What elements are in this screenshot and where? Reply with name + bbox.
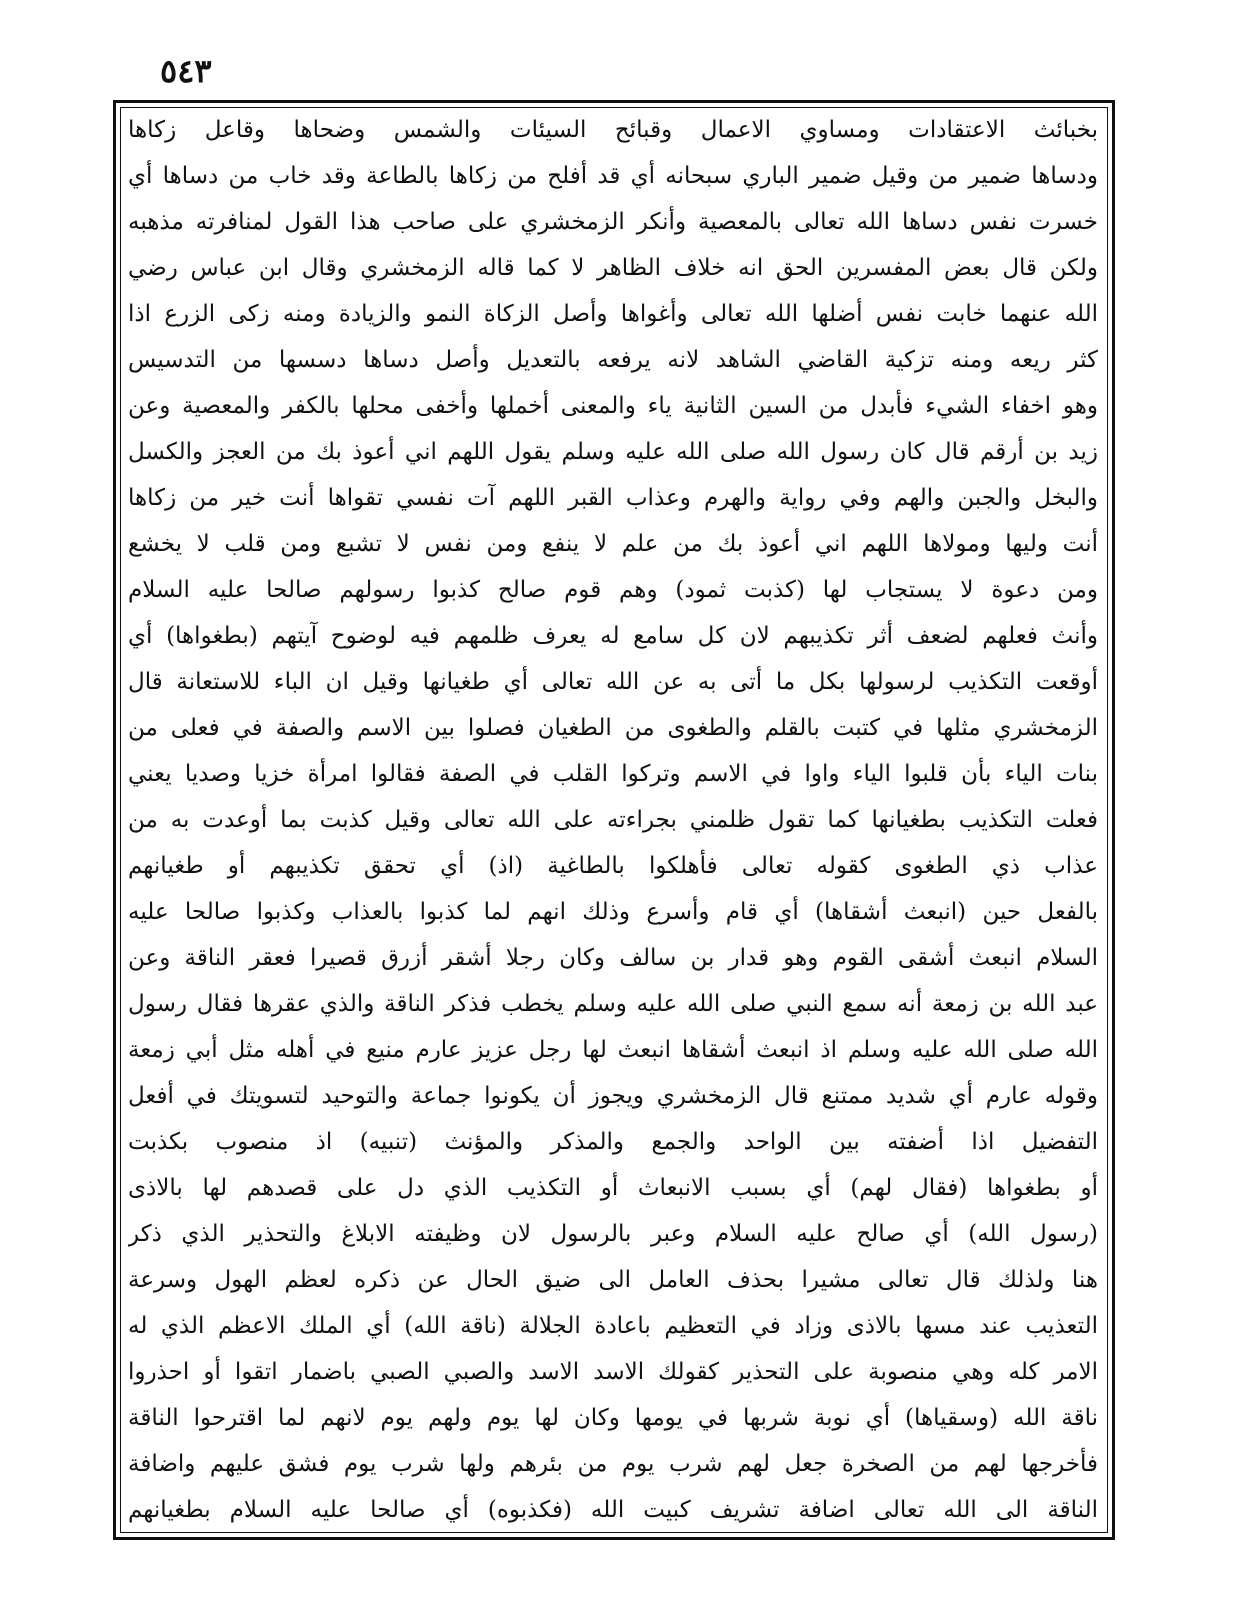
text-line-18: بالفعل حين (انبعث أشقاها) أي قام وأسرع وذلك انهم لما كذبوا بالعذاب وكذبوا صالحا عليه <box>128 899 1098 925</box>
text-line-7: وهو اخفاء الشيء فأبدل من السين الثانية ياء والمعنى أخملها وأخفى محلها بالكفر والمعصية وعن <box>128 393 1098 419</box>
text-line-25: (رسول الله) أي صالح عليه السلام وعبر بالرسول لان وظيفته الابلاغ والتحذير الذي ذكر <box>128 1221 1098 1247</box>
text-line-26: هنا ولذلك قال تعالى مشيرا بحذف العامل الى ضيق الحال عن ذكره لعظم الهول وسرعة <box>128 1267 1098 1293</box>
text-frame <box>113 100 1115 1540</box>
text-line-16: فعلت التكذيب بطغيانها كما تقول ظلمني بجراءته على الله تعالى وقيل كذبت بما أوعدت به من <box>128 807 1098 833</box>
page-number: ٥٤٣ <box>160 52 212 90</box>
text-line-9: والبخل والجبن والهم وفي رواية والهرم وعذاب القبر اللهم آت نفسي تقواها أنت خير من زكاها <box>128 485 1098 511</box>
text-line-23: التفضيل اذا أضفته بين الواحد والجمع والمذكر والمؤنث (تنبيه) اذ منصوب بكذبت <box>128 1129 1098 1155</box>
text-line-24: أو بطغواها (فقال لهم) أي بسبب الانبعاث أو التكذيب الذي دل على قصدهم لها بالاذى <box>128 1175 1098 1201</box>
text-line-12: وأنث فعلهم لضعف أثر تكذيبهم لان كل سامع له يعرف ظلمهم فيه لوضوح آيتهم (بطغواها) أي <box>128 623 1098 649</box>
text-line-5: الله عنهما خابت نفس أضلها الله تعالى وأغواها وأصل الزكاة النمو والزيادة ومنه زكى الزرع اذا <box>128 301 1098 327</box>
text-line-20: عبد الله بن زمعة أنه سمع النبي صلى الله عليه وسلم يخطب فذكر الناقة والذي عقرها فقال رسول <box>128 991 1098 1017</box>
text-body <box>128 113 1098 1527</box>
text-line-6: كثر ريعه ومنه تزكية القاضي الشاهد لانه يرفعه بالتعديل وأصل دساها دسسها من التدسيس <box>128 347 1098 373</box>
text-line-22: وقوله عارم أي شديد ممتنع قال الزمخشري ويجوز أن يكونوا جماعة والتوحيد لتسويتك في أفعل <box>128 1083 1098 1109</box>
text-line-30: فأخرجها لهم من الصخرة جعل لهم شرب يوم من بئرهم ولها شرب يوم فشق عليهم واضافة <box>128 1451 1098 1477</box>
text-line-10: أنت وليها ومولاها اللهم اني أعوذ بك من علم لا ينفع ومن نفس لا تشبع ومن قلب لا يخشع <box>128 531 1098 557</box>
text-line-15: بنات الياء بأن قلبوا الياء واوا في الاسم وتركوا القلب في الصفة فقالوا امرأة خزيا وصديا يعني <box>128 761 1098 787</box>
text-line-13: أوقعت التكذيب لرسولها بكل ما أتى به عن الله تعالى أي طغيانها وقيل ان الباء للاستعانة قال <box>128 669 1098 695</box>
text-line-2: ودساها ضمير من وقيل ضمير الباري سبحانه أي قد أفلح من زكاها بالطاعة وقد خاب من دساها أي <box>128 163 1098 189</box>
text-line-21: الله صلى الله عليه وسلم اذ انبعث أشقاها انبعث لها رجل عزيز عارم منيع في أهله مثل أبي زمعة <box>128 1037 1098 1063</box>
text-line-19: السلام انبعث أشقى القوم وهو قدار بن سالف وكان رجلا أشقر أزرق قصيرا فعقر الناقة وعن <box>128 945 1098 971</box>
text-line-11: ومن دعوة لا يستجاب لها (كذبت ثمود) وهم قوم صالح كذبوا رسولهم صالحا عليه السلام <box>128 577 1098 603</box>
text-line-17: عذاب ذي الطغوى كقوله تعالى فأهلكوا بالطاغية (اذ) أي تحقق تكذيبهم أو طغيانهم <box>128 853 1098 879</box>
text-line-8: زيد بن أرقم قال كان رسول الله صلى الله عليه وسلم يقول اللهم اني أعوذ بك من العجز والكسل <box>128 439 1098 465</box>
text-line-29: ناقة الله (وسقياها) أي نوبة شربها في يومها وكان لها يوم ولهم يوم لانهم لما اقترحوا الناقة <box>128 1405 1098 1431</box>
text-line-28: الامر كله وهي منصوبة على التحذير كقولك الاسد الاسد والصبي الصبي باضمار اتقوا أو احذروا <box>128 1359 1098 1385</box>
text-line-31: الناقة الى الله تعالى اضافة تشريف كبيت الله (فكذبوه) أي صالحا عليه السلام بطغيانهم <box>128 1497 1098 1523</box>
text-line-4: ولكن قال بعض المفسرين الحق انه خلاف الظاهر لا كما قاله الزمخشري وقال ابن عباس رضي <box>128 255 1098 281</box>
text-line-14: الزمخشري مثلها في كتبت بالقلم والطغوى من الطغيان فصلوا بين الاسم والصفة في فعلى من <box>128 715 1098 741</box>
text-line-1: بخبائث الاعتقادات ومساوي الاعمال وقبائح السيئات والشمس وضحاها وقاعل زكاها <box>128 117 1098 143</box>
text-line-27: التعذيب عند مسها بالاذى وزاد في التعظيم باعادة الجلالة (ناقة الله) أي الملك الاعظم الذي له <box>128 1313 1098 1339</box>
text-line-3: خسرت نفس دساها الله تعالى بالمعصية وأنكر الزمخشري على صاحب هذا القول لمنافرته مذهبه <box>128 209 1098 235</box>
